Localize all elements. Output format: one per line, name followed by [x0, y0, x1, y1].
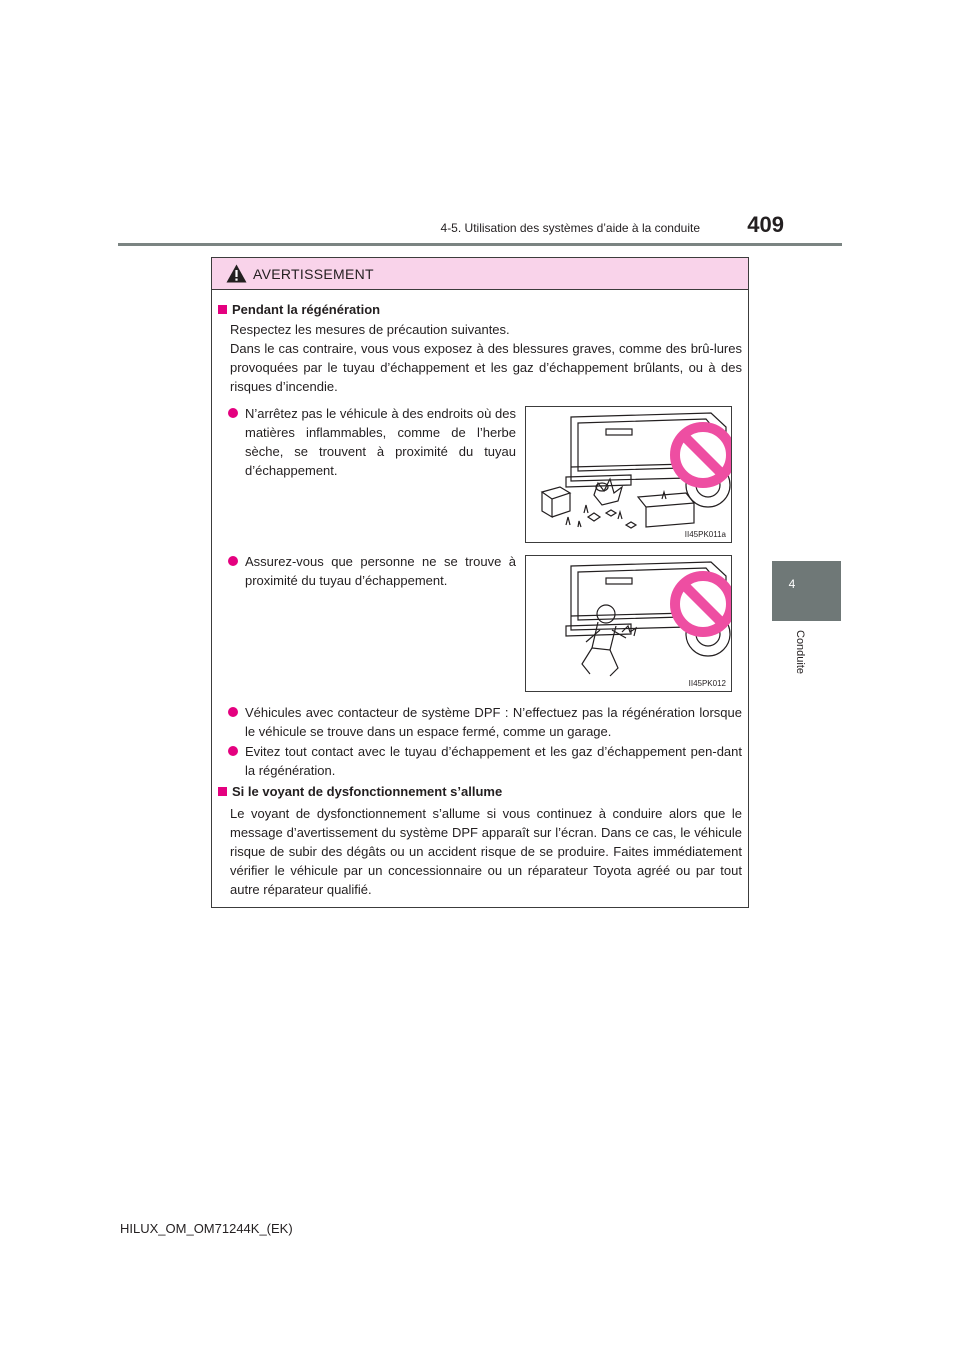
bullet-text: Evitez tout contact avec le tuyau d’échappement et les gaz d’échappement pen-dant la régénération. — [245, 744, 742, 778]
warning-header — [212, 258, 748, 290]
bullet-dot-icon — [228, 556, 238, 566]
bullet-dot-icon — [228, 746, 238, 756]
section-heading-text: Pendant la régénération — [232, 302, 381, 317]
warning-box — [211, 257, 749, 908]
bullet-flammables — [228, 404, 516, 480]
bullet-nobody-near — [228, 552, 516, 590]
bullet-dot-icon — [228, 408, 238, 418]
figure-flammables — [525, 406, 732, 543]
chapter-tab-number: 4 — [788, 577, 796, 591]
chapter-tab-label: Conduite — [794, 630, 806, 675]
section-heading-regeneration — [218, 302, 380, 317]
intro-line-1: Respectez les mesures de précaution suivantes. — [230, 322, 510, 337]
bullet-avoid-contact — [228, 742, 742, 780]
bullet-dpf-switch — [228, 703, 742, 741]
truck-person-illustration — [526, 556, 731, 691]
bullet-dot-icon — [228, 707, 238, 717]
bullet-text: Véhicules avec contacteur de système DPF : N’effectuez pas la régénération lorsque le véhicule se trouve dans un espace fermé, comme un garage. — [245, 705, 742, 739]
malfunction-body: Le voyant de dysfonctionnement s’allume si vous continuez à conduire alors que le message d’avertissement du système DPF apparaît sur l’écran. Dans ce cas, le véhicule risque de subir des dégâts ou un accident risque de se produire. Faites immédiatement vérifier le véhicule par un concessionnaire ou un réparateur Toyota agréé ou par tout autre réparateur qualifié. — [230, 806, 742, 897]
bullet-text: Assurez-vous que personne ne se trouve à proximité du tuyau d’échappement. — [245, 554, 516, 588]
square-bullet-icon — [218, 305, 227, 314]
footer-document-code: HILUX_OM_OM71244K_(EK) — [120, 1221, 293, 1236]
section-heading-malfunction — [218, 784, 502, 799]
bullet-text: N’arrêtez pas le véhicule à des endroits où des matières inflammables, comme de l’herbe sèche, se trouvent à proximité du tuyau d’échappement. — [245, 406, 516, 478]
warning-triangle-icon — [226, 264, 247, 283]
figure-code: II45PK012 — [688, 679, 726, 688]
header-rule — [118, 243, 842, 246]
square-bullet-icon — [218, 787, 227, 796]
truck-flammables-illustration — [526, 407, 731, 542]
header-section-title: 4-5. Utilisation des systèmes d’aide à la conduite — [440, 221, 700, 235]
section-heading-text: Si le voyant de dysfonctionnement s’allume — [232, 784, 503, 799]
intro-line-2: Dans le cas contraire, vous vous exposez à des blessures graves, comme des brû-lures provoquées par le tuyau d’échappement et les gaz d’échappement brûlants, ou à des risques d’incendie. — [230, 341, 742, 394]
figure-person-near-exhaust — [525, 555, 732, 692]
figure-code: II45PK011a — [684, 530, 726, 539]
page-number: 409 — [747, 212, 784, 237]
chapter-tab — [772, 561, 841, 621]
warning-title: AVERTISSEMENT — [253, 265, 374, 282]
